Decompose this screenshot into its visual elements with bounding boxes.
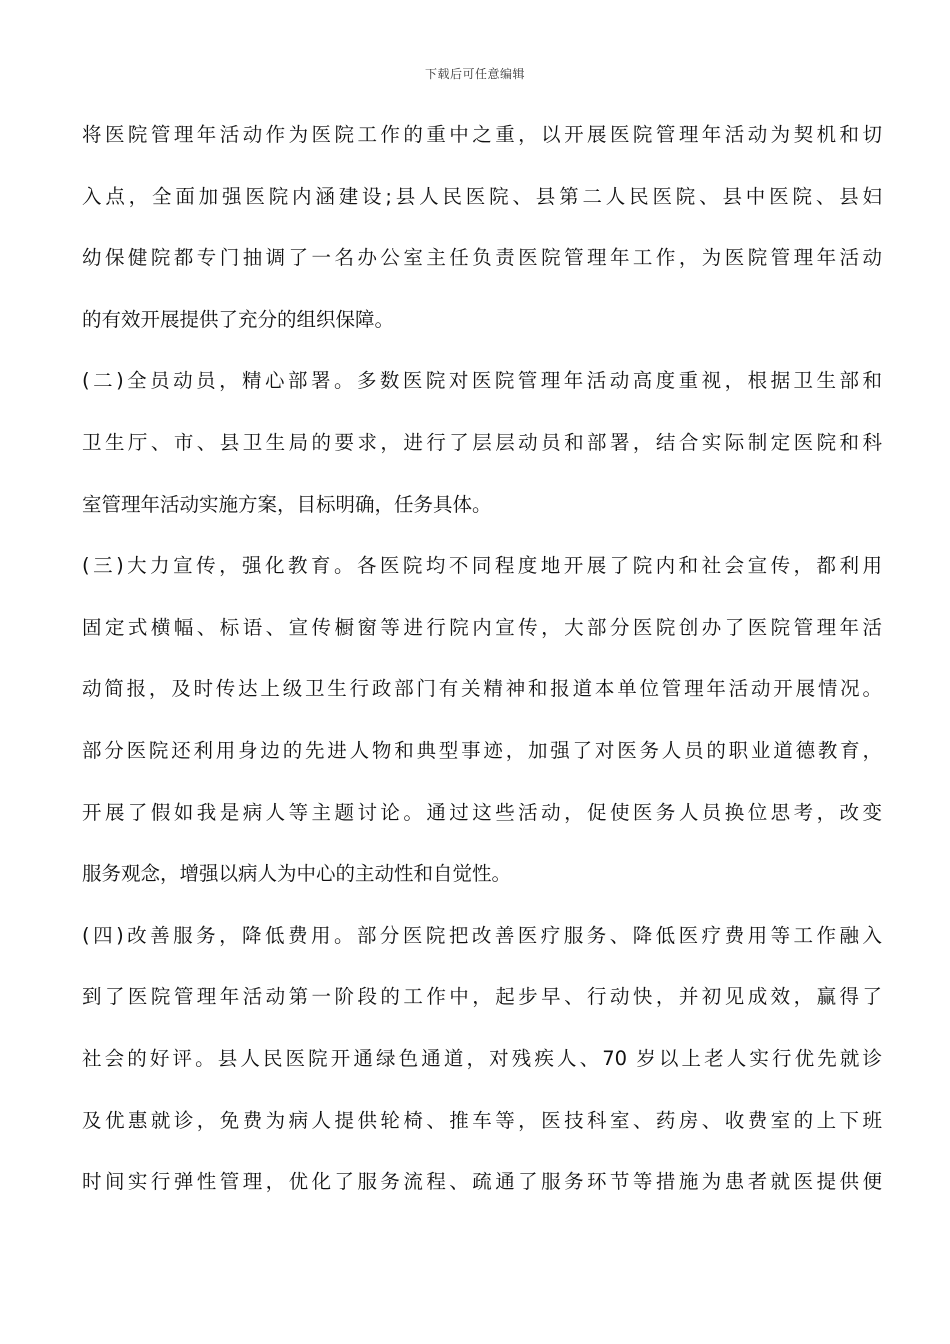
- text-line: 将医院管理年活动作为医院工作的重中之重，以开展医院管理年活动为契机和切: [82, 123, 882, 146]
- document-body: [82, 111, 882, 1220]
- text-line: (四)改善服务，降低费用。部分医院把改善医疗服务、降低医疗费用等工作融入: [82, 923, 882, 947]
- text-line: 的有效开展提供了充分的组织保障。: [82, 307, 395, 331]
- text-line: 时间实行弹性管理，优化了服务流程、疏通了服务环节等措施为患者就医提供便: [82, 1170, 882, 1194]
- text-line: 服务观念，增强以病人为中心的主动性和自觉性。: [82, 862, 512, 886]
- text-line: (三)大力宣传，强化教育。各医院均不同程度地开展了院内和社会宣传，都利用: [82, 554, 882, 578]
- text-line: (二)全员动员，精心部署。多数医院对医院管理年活动高度重视，根据卫生部和: [82, 369, 882, 393]
- text-line: 卫生厅、市、县卫生局的要求，进行了层层动员和部署，结合实际制定医院和科: [82, 430, 882, 454]
- page-header: 下载后可任意编辑: [424, 67, 525, 81]
- text-line: 固定式横幅、标语、宣传橱窗等进行院内宣传，大部分医院创办了医院管理年活: [82, 615, 882, 639]
- text-line: 部分医院还利用身边的先进人物和典型事迹，加强了对医务人员的职业道德教育，: [82, 738, 882, 762]
- text-line: 社会的好评。县人民医院开通绿色通道，对残疾人、70 岁以上老人实行优先就诊: [82, 1046, 882, 1070]
- text-line: 到了医院管理年活动第一阶段的工作中，起步早、行动快，并初见成效，赢得了: [82, 985, 882, 1009]
- text-line: 及优惠就诊，免费为病人提供轮椅、推车等，医技科室、药房、收费室的上下班: [82, 1108, 882, 1132]
- text-line: 动简报，及时传达上级卫生行政部门有关精神和报道本单位管理年活动开展情况。: [82, 677, 882, 701]
- text-line: 室管理年活动实施方案，目标明确，任务具体。: [82, 492, 492, 516]
- text-line: 入点，全面加强医院内涵建设;县人民医院、县第二人民医院、县中医院、县妇: [82, 184, 882, 208]
- text-line: 开展了假如我是病人等主题讨论。通过这些活动，促使医务人员换位思考，改变: [82, 800, 882, 824]
- text-line: 幼保健院都专门抽调了一名办公室主任负责医院管理年工作，为医院管理年活动: [82, 246, 882, 270]
